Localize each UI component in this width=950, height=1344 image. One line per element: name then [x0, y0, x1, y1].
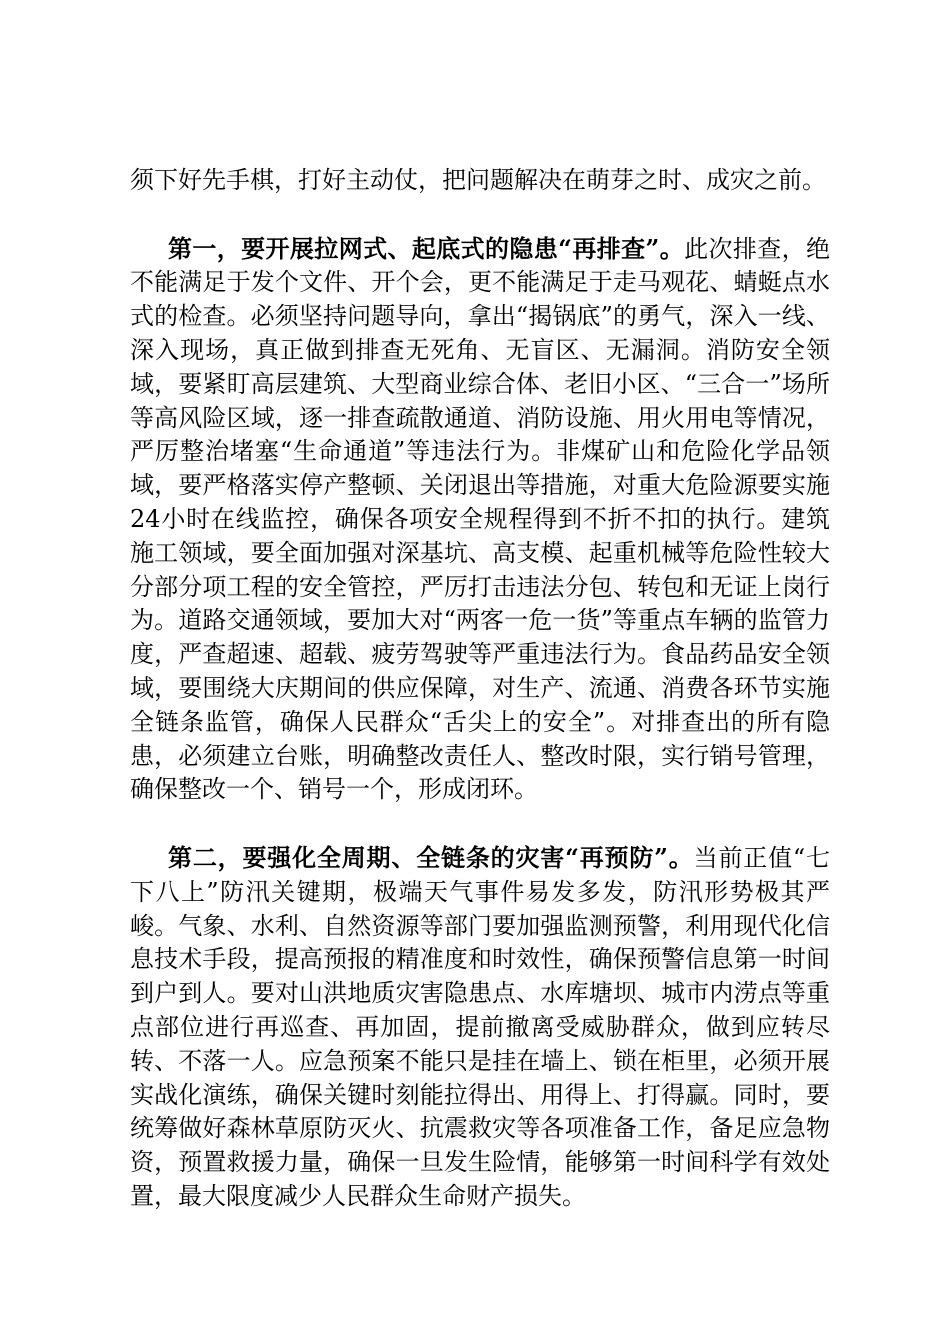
paragraph-heading: 第一，要开展拉网式、起底式的隐患“再排查”。: [168, 233, 685, 263]
paragraph-second-point: [130, 841, 830, 1214]
paragraph-continuation: [130, 164, 830, 198]
paragraph-first-point: [130, 232, 830, 808]
paragraph-heading: 第二，要强化全周期、全链条的灾害“再预防”。: [168, 842, 694, 872]
paragraph-text: 此次排查，绝不能满足于发个文件、开个会，更不能满足于走马观花、蜻蜓点水式的检查。必须坚持问题导向，拿出“揭锅底”的勇气，深入一线、深入现场，真正做到排查无死角、无盲区、无漏洞。消防安全领域，要紧盯高层建筑、大型商业综合体、老旧小区、“三合一”场所等高风险区域，逐一排查疏散通道、消防设施、用火用电等情况，严厉整治堵塞“生命通道”等违法行为。非煤矿山和危险化学品领域，要严格落实停产整顿、关闭退出等措施，对重大危险源要实施24小时在线监控，确保各项安全规程得到不折不扣的执行。建筑施工领域，要全面加强对深基坑、高支模、起重机械等危险性较大分部分项工程的安全管控，严厉打击违法分包、转包和无证上岗行为。道路交通领域，要加大对“两客一危一货”等重点车辆的监管力度，严查超速、超载、疲劳驾驶等严重违法行为。食品药品安全领域，要围绕大庆期间的供应保障，对生产、流通、消费各环节实施全链条监管，确保人民群众“舌尖上的安全”。对排查出的所有隐患，必须建立台账，明确整改责任人、整改时限，实行销号管理，确保整改一个、销号一个，形成闭环。: [130, 234, 831, 804]
document-body: [130, 164, 830, 1214]
paragraph-text: 须下好先手棋，打好主动仗，把问题解决在萌芽之时、成灾之前。: [130, 166, 826, 194]
paragraph-text: 当前正值“七下八上”防汛关键期，极端天气事件易发多发，防汛形势极其严峻。气象、水利、自然资源等部门要加强监测预警，利用现代化信息技术手段，提高预报的精准度和时效性，确保预警信息第一时间到户到人。要对山洪地质灾害隐患点、水库塘坝、城市内涝点等重点部位进行再巡查、再加固，提前撤离受威胁群众，做到应转尽转、不落一人。应急预案不能只是挂在墙上、锁在柜里，必须开展实战化演练，确保关键时刻能拉得出、用得上、打得赢。同时，要统筹做好森林草原防灭火、抗震救灾等各项准备工作，备足应急物资，预置救援力量，确保一旦发生险情，能够第一时间科学有效处置，最大限度减少人民群众生命财产损失。: [130, 843, 830, 1210]
